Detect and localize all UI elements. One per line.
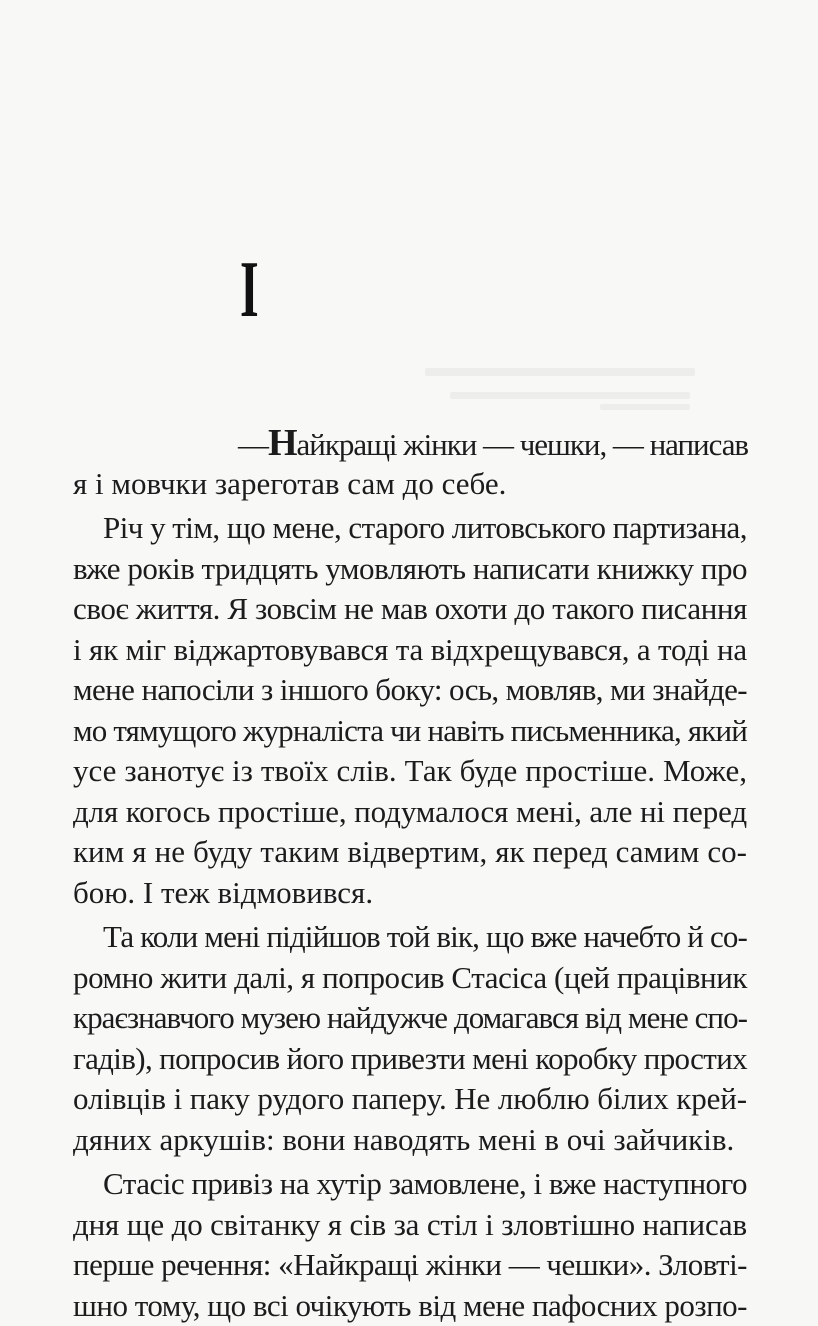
bleed-through-mark — [425, 368, 695, 376]
text-line: дяних аркушів: вони наводять мені в очі зайчиків. — [73, 1120, 747, 1161]
opening-dash: — — [238, 427, 268, 462]
paragraph-first-line — [73, 423, 747, 464]
text-line: дня ще до світанку я сів за стіл і зловтішно написав — [73, 1205, 747, 1246]
chapter-numeral: I — [240, 250, 259, 330]
text-line: бою. І теж відмовився. — [73, 873, 747, 914]
text-line: олівців і паку рудого паперу. Не люблю білих крей- — [73, 1079, 747, 1120]
text-line: своє життя. Я зовсім не мав охоти до такого писання — [73, 589, 747, 630]
first-line-text: айкращі жінки — чешки, — написав — [297, 427, 749, 462]
bleed-through-mark — [450, 392, 690, 399]
text-line: мо тямущого журналіста чи навіть письменника, який — [73, 711, 747, 752]
paragraph-start-line: Річ у тім, що мене, старого литовського партизана, — [73, 508, 747, 549]
paragraph-start-line: Та коли мені підійшов той вік, що вже начебто й со- — [73, 917, 747, 958]
text-line: гадів), попросив його привезти мені коробку простих — [73, 1039, 747, 1080]
bleed-through-mark — [600, 404, 690, 410]
text-line: перше речення: «Найкращі жінки — чешки». Зловті- — [73, 1245, 747, 1286]
text-line: я і мовчки зареготав сам до себе. — [73, 464, 747, 505]
text-line: мене напосіли з іншого боку: ось, мовляв, ми знайде- — [73, 670, 747, 711]
text-line: і як міг віджартовувався та відхрещувався, а тоді на — [73, 630, 747, 671]
text-line: ромно жити далі, я попросив Стасіса (цей працівник — [73, 958, 747, 999]
drop-cap: Н — [268, 422, 297, 464]
text-line: ким я не буду таким відвертим, як перед самим со- — [73, 832, 747, 873]
body-text — [73, 423, 747, 1326]
text-line: вже років тридцять умовляють написати книжку про — [73, 549, 747, 590]
text-line: краєзнавчого музею найдужче домагався від мене спо- — [73, 998, 747, 1039]
paragraph-start-line: Стасіс привіз на хутір замовлене, і вже наступного — [73, 1164, 747, 1205]
text-line: шно тому, що всі очікують від мене пафосних розпо- — [73, 1286, 747, 1326]
text-line: усе занотує із твоїх слів. Так буде простіше. Може, — [73, 751, 747, 792]
text-line: для когось простіше, подумалося мені, але ні перед — [73, 792, 747, 833]
